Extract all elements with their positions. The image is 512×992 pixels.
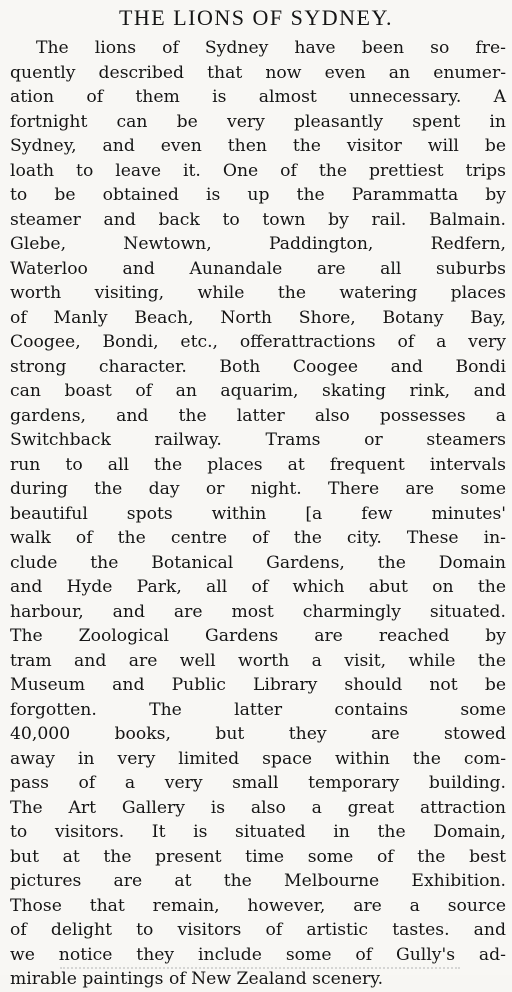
article-line: pictures are at the Melbourne Exhibition.	[10, 871, 506, 891]
article-line: to visitors. It is situated in the Domain,	[10, 822, 506, 842]
article-line: steamer and back to town by rail. Balmain.	[10, 209, 506, 230]
article-line: of Manly Beach, North Shore, Botany Bay,	[10, 307, 506, 328]
article-line: gardens, and the latter also possesses a	[10, 405, 506, 426]
article-line: quently described that now even an enumer-	[10, 62, 506, 83]
article-line: Glebe, Newtown, Paddington, Redfern,	[10, 234, 506, 254]
article-line: clude the Botanical Gardens, the Domain	[10, 552, 506, 573]
article-line: strong character. Both Coogee and Bondi	[10, 356, 506, 377]
article-line: forgotten. The latter contains some	[10, 699, 506, 720]
article-line: Museum and Public Library should not be	[10, 675, 506, 695]
article-line: fortnight can be very pleasantly spent in	[10, 111, 506, 132]
article-line: Switchback railway. Trams or steamers	[10, 430, 506, 450]
article-line: The Zoological Gardens are reached by	[10, 626, 506, 646]
article-line: The lions of Sydney have been so fre-	[36, 38, 506, 58]
article-line: can boast of an aquarim, skating rink, and	[10, 381, 506, 401]
article-line: Waterloo and Aunandale are all suburbs	[10, 258, 506, 279]
article-line: harbour, and are most charmingly situated.	[10, 601, 506, 622]
article-line: walk of the centre of the city. These in-	[10, 528, 506, 548]
article-line: during the day or night. There are some	[10, 479, 506, 499]
article-line: to be obtained is up the Parammatta by	[10, 185, 506, 205]
article-line: of delight to visitors of artistic tastes. and	[10, 920, 506, 940]
article-line: but at the present time some of the best	[10, 846, 506, 867]
article-line: worth visiting, while the watering places	[10, 283, 506, 303]
article-line: tram and are well worth a visit, while the	[10, 650, 506, 671]
article-line: we notice they include some of Gully's ad-	[10, 944, 506, 965]
article-line: and Hyde Park, all of which abut on the	[10, 577, 506, 597]
article-line: loath to leave it. One of the prettiest trips	[10, 160, 506, 181]
article-line: away in very limited space within the com-	[10, 748, 506, 769]
article-line: The Art Gallery is also a great attraction	[10, 797, 506, 818]
article-line: Coogee, Bondi, etc., offerattractions of a very	[10, 332, 506, 352]
article-body	[0, 36, 512, 992]
article-line: pass of a very small temporary building.	[10, 773, 506, 793]
article-line: beautiful spots within [a few minutes'	[10, 503, 506, 524]
article-headline: THE LIONS OF SYDNEY.	[118, 5, 394, 30]
article-line: 40,000 books, but they are stowed	[10, 724, 506, 744]
article-line: Those that remain, however, are a source	[10, 895, 506, 916]
article-line: mirable paintings of New Zealand scenery.	[10, 969, 384, 989]
article-line: Sydney, and even then the visitor will be	[10, 136, 506, 156]
article-line: ation of them is almost unnecessary. A	[10, 87, 506, 107]
bleed-through-marks	[60, 967, 460, 975]
article-line: run to all the places at frequent intervals	[10, 454, 506, 475]
